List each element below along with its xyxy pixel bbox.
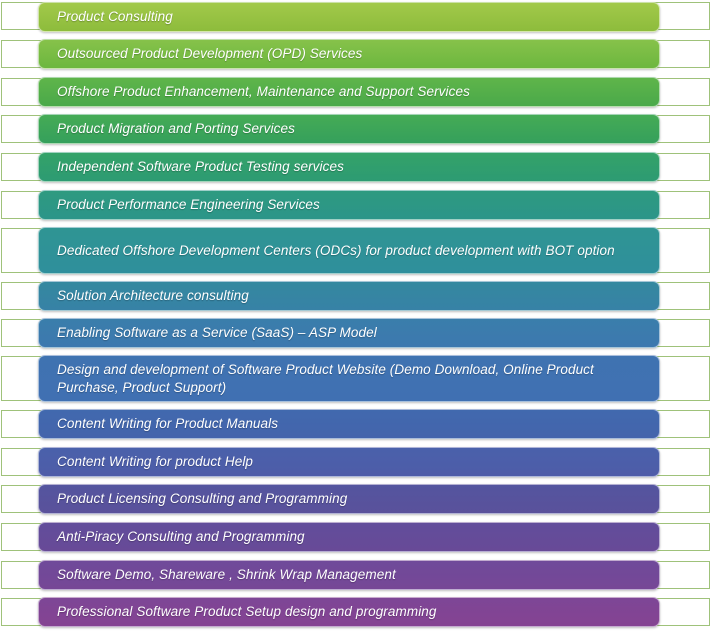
service-banner[interactable] [38,39,660,69]
service-banner-label: Product Migration and Porting Services [57,121,295,137]
service-banner-label: Content Writing for product Help [57,454,254,470]
service-banner-label: Independent Software Product Testing services [57,159,344,175]
service-banner[interactable] [38,484,660,514]
service-banner-label: Software Demo, Shareware , Shrink Wrap Management [57,567,396,583]
service-banner[interactable] [38,152,660,182]
service-banner-label: Outsourced Product Development (OPD) Services [57,46,363,62]
service-banner[interactable] [38,597,660,627]
service-banner[interactable] [38,77,660,107]
service-banner[interactable] [38,447,660,477]
service-banner[interactable] [38,318,660,348]
service-banner[interactable] [38,2,660,32]
service-banner[interactable] [38,190,660,220]
service-banner-label: Dedicated Offshore Development Centers (ODCs) for product development with BOT option [57,242,615,258]
service-banner-label: Product Performance Engineering Services [57,197,320,213]
service-banner[interactable] [38,522,660,552]
service-banner-label: Enabling Software as a Service (SaaS) – ASP Model [57,325,377,341]
service-banner-label: Design and development of Software Product Website (Demo Download, Online Product Purchase, Product Support) [57,362,594,395]
service-banner[interactable] [38,114,660,144]
service-banner-label: Anti-Piracy Consulting and Programming [57,529,305,545]
service-banner[interactable] [38,281,660,311]
service-banner-label: Professional Software Product Setup design and programming [57,604,437,620]
service-banner-label: Offshore Product Enhancement, Maintenance and Support Services [57,84,470,100]
service-banner-label: Content Writing for Product Manuals [57,416,279,432]
service-banner[interactable] [38,355,660,402]
service-banner-label: Product Consulting [57,9,173,25]
service-banner-label: Solution Architecture consulting [57,288,249,304]
service-banner[interactable] [38,227,660,274]
service-banner-label: Product Licensing Consulting and Programming [57,491,348,507]
service-banner[interactable] [38,560,660,590]
service-banner[interactable] [38,409,660,439]
